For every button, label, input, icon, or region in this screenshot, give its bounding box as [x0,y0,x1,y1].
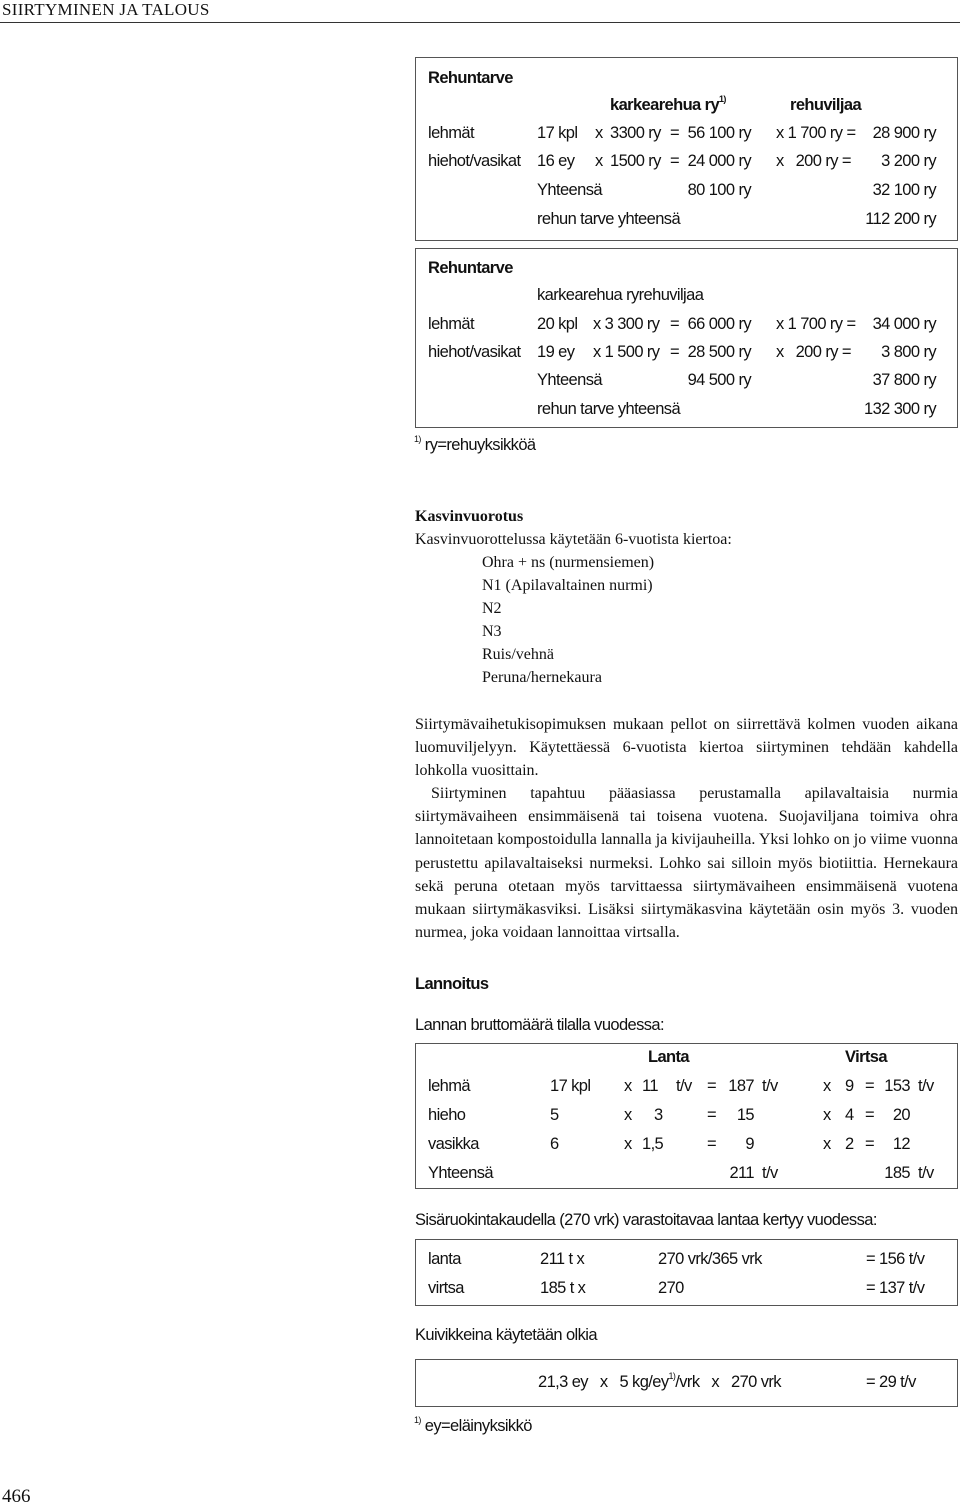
row-val: 15 [736,1106,754,1124]
row-x: x [624,1106,632,1124]
row-label: lehmät [428,124,474,142]
crop-item: Peruna/hernekaura [482,669,602,686]
crop-item: Ruis/vehnä [482,646,554,663]
row-vtotal: 28 900 ry [872,124,936,142]
crop-item: N3 [482,623,502,640]
row-qty: 16 ey [537,152,575,170]
crop-heading: Kasvinvuorotus [415,508,524,525]
manure-total-virtsa: 185 [884,1164,910,1182]
row-vrate: x 200 ry = [776,343,851,361]
row-rate: 11 [642,1077,658,1095]
row-vx: x [823,1077,831,1095]
box2-grand-total: 132 300 ry [864,400,936,418]
row-eq: = [707,1135,717,1153]
row-label: lehmät [428,315,474,333]
row-vx: x [823,1106,831,1124]
row-label: lehmä [428,1077,470,1095]
row-total: 56 100 ry [687,124,751,142]
row-rate: x 1 500 ry [593,343,660,361]
storage-sub: Sisäruokintakaudella (270 vrk) varastoitavaa lantaa kertyy vuodessa: [415,1211,877,1229]
row-qty: 17 kpl [550,1077,591,1095]
row-x: x [624,1077,632,1095]
paragraph-2: Siirtyminen tapahtuu pääasiassa perustamalla apilavaltaisia nurmia siirtymävaiheen ensimmäisenä tai toisena vuotena. Suojaviljana toimiva ohra lannoitetaan kompostoidulla lannalla ja kivijauheilla. Yksi lohko on jo viime vuonna perustettu apilavaltaiseksi nurmeksi. Lohko sai silloin myös biotiittia. Hernekaura sekä peruna otetaan myös tarvittaessa siirtymävaiheen ensimmäisenä vuotena mukaan siirtymäkasviksi. Lisäksi siirtymäkasvina käytetään osin myös 3. vuoden nurmea, joka voidaan lannoittaa virtsalla. [415,785,958,942]
fertilization-heading: Lannoitus [415,975,489,993]
box2-total-label: Yhteensä [537,371,602,389]
row-eq: = [670,343,680,361]
box1-title: Rehuntarve [428,69,513,87]
row-vx: x [823,1135,831,1153]
manure-total-label: Yhteensä [428,1164,493,1182]
box1-total-karkea: 80 100 ry [687,181,751,199]
row-qty: 17 kpl [537,124,578,142]
bedding-calc: 21,3 ey x 5 $kg/ey^{1)}$/vrk x 270 vrk [538,1371,781,1391]
row-result: = 137 t/v [866,1279,925,1297]
page-number: 466 [2,1486,31,1507]
row-val: 9 [745,1135,754,1153]
row-days: 270 vrk/365 vrk [658,1250,762,1268]
crop-item: Ohra + ns (nurmensiemen) [482,554,655,571]
box2-header: karkearehua ryrehuviljaa [537,286,704,304]
row-eq: = [670,315,680,333]
box1-col-vilja: rehuviljaa [790,96,862,114]
col-virtsa: Virtsa [845,1048,887,1066]
row-qty: 20 kpl [537,315,578,333]
row-label: hiehot/vasikat [428,343,521,361]
paragraph-1: Siirtymävaihetukisopimuksen mukaan pellot on siirrettävä kolmen vuoden aikana luomuviljelyyn. Käytettäessä 6-vuotista kiertoa siirtyminen tehdään kahdella lohkolla vuosittain. [415,716,958,780]
row-eq: = [670,124,680,142]
box1-grand-label: rehun tarve yhteensä [537,210,681,228]
row-qty: 19 ey [537,343,575,361]
crop-intro: Kasvinvuorottelussa käytetään 6-vuotista kiertoa: [415,531,732,548]
manure-total-lanta-unit: t/v [762,1164,778,1182]
row-total: 28 500 ry [687,343,751,361]
row-vval: 153 [884,1077,910,1095]
row-veq: = [865,1106,875,1124]
row-val: 187 [728,1077,754,1095]
row-qty: 5 [550,1106,559,1124]
box2-total-vilja: 37 800 ry [872,371,936,389]
box2-grand-label: rehun tarve yhteensä [537,400,681,418]
row-unit2: t/v [762,1077,778,1095]
row-label: hiehot/vasikat [428,152,521,170]
bedding-sub: Kuivikkeina käytetään olkia [415,1326,597,1344]
row-rate: x 3 300 ry [593,315,660,333]
row-label: virtsa [428,1279,464,1297]
row-vtotal: 3 200 ry [881,152,936,170]
row-veq: = [865,1077,875,1095]
row-amount: 185 t x [540,1279,586,1297]
box1-grand-total: 112 200 ry [865,210,936,228]
row-vrate: 4 [845,1106,854,1124]
col-lanta: Lanta [648,1048,690,1066]
row-rate: 3 [654,1106,663,1124]
row-days: 270 [658,1279,684,1297]
row-vval: 20 [892,1106,910,1124]
row-vtotal: 34 000 ry [872,315,936,333]
row-eq: = [707,1106,717,1124]
box1-total-vilja: 32 100 ry [872,181,936,199]
row-vrate: x 1 700 ry = [776,124,856,142]
running-header: SIIRTYMINEN JA TALOUS [2,0,210,19]
row-rate: 1500 ry [610,152,661,170]
crop-item: N2 [482,600,502,617]
row-rate: 3300 ry [610,124,661,142]
box1-total-label: Yhteensä [537,181,602,199]
row-vtotal: 3 800 ry [881,343,936,361]
box2-total-karkea: 94 500 ry [687,371,751,389]
row-x: x [624,1135,632,1153]
row-label: vasikka [428,1135,479,1153]
manure-total-virtsa-unit: t/v [918,1164,934,1182]
bedding-result: = 29 t/v [866,1373,916,1391]
row-vunit: t/v [918,1077,934,1095]
row-vrate: x 200 ry = [776,152,851,170]
row-eq: = [707,1077,717,1095]
row-total: 24 000 ry [687,152,751,170]
box2-title: Rehuntarve [428,259,513,277]
row-label: lanta [428,1250,461,1268]
row-op: x [595,124,603,142]
row-unit: t/v [676,1077,692,1095]
crop-item: N1 (Apilavaltainen nurmi) [482,577,653,594]
row-rate: 1,5 [642,1135,664,1153]
row-vval: 12 [892,1135,910,1153]
row-qty: 6 [550,1135,559,1153]
footnote-ry: $^{1)}$ ry=rehuyksikköä [414,434,536,454]
header-rule [0,22,960,23]
box1-col-karkea: karkearehua $ry^{1)}$ [610,94,726,114]
row-op: x [595,152,603,170]
row-vrate: x 1 700 ry = [776,315,856,333]
row-result: = 156 t/v [866,1250,925,1268]
row-eq: = [670,152,680,170]
manure-total-lanta: 211 [729,1164,754,1182]
row-total: 66 000 ry [687,315,751,333]
row-label: hieho [428,1106,466,1124]
row-amount: 211 t x [540,1250,585,1268]
row-vrate: 2 [845,1135,854,1153]
footnote-ey: $^{1)}$ ey=eläinyksikkö [414,1415,532,1435]
fertilization-sub: Lannan bruttomäärä tilalla vuodessa: [415,1016,664,1034]
row-vrate: 9 [845,1077,854,1095]
row-veq: = [865,1135,875,1153]
